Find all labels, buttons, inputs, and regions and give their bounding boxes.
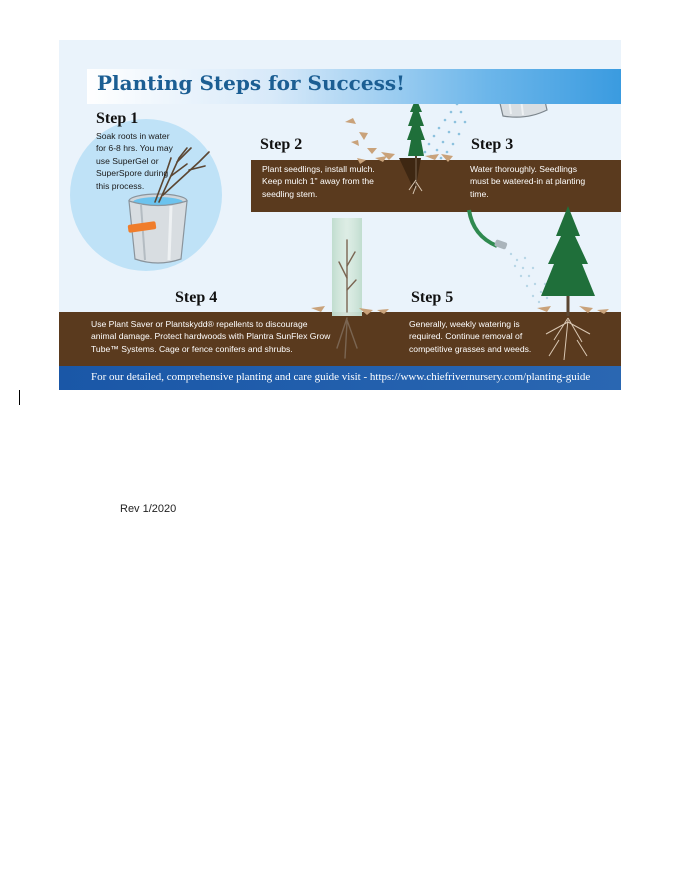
conifer-tree-step5-icon [541, 206, 595, 360]
step3-text: Water thoroughly. Seedlings must be watered-in at planting time. [470, 164, 586, 199]
planting-guide-link-text: For our detailed, comprehensive planting and care guide visit - https://www.chiefrivernursery.com/planting-guide [91, 371, 591, 383]
mulch-step5 [537, 306, 609, 314]
planting-slit [399, 158, 421, 192]
mulch-icon [345, 118, 453, 164]
step3-heading: Step 3 [471, 136, 514, 153]
step4-heading: Step 4 [175, 289, 218, 306]
garden-hose-icon [469, 210, 508, 250]
water-spray [424, 103, 467, 160]
step2-heading: Step 2 [260, 136, 303, 153]
title-bar [87, 69, 621, 104]
step4-text: Use Plant Saver or Plantskydd® repellents to discourage animal damage. Protect hardwoods with Plantra SunFlex Grow Tube™ Systems. Cage or fence conifers and shrubs. [91, 319, 331, 354]
text-cursor [19, 390, 20, 405]
footer-bar [59, 366, 621, 390]
step5-text: Generally, weekly watering is required. Continue removal of competitive grasses and weeds. [409, 319, 532, 354]
step2-text: Plant seedlings, install mulch. Keep mulch 1" away from the seedling stem. [262, 164, 375, 199]
step5-heading: Step 5 [411, 289, 454, 306]
infographic-title: Planting Steps for Success! [97, 71, 405, 95]
revision-note: Rev 1/2020 [120, 503, 177, 515]
step1-heading: Step 1 [96, 110, 139, 127]
bucket-icon [128, 194, 187, 263]
planting-steps-infographic [59, 40, 621, 390]
step1-text: Soak roots in water for 6-8 hrs. You may use SuperGel or SuperSpore during this process. [96, 131, 173, 191]
